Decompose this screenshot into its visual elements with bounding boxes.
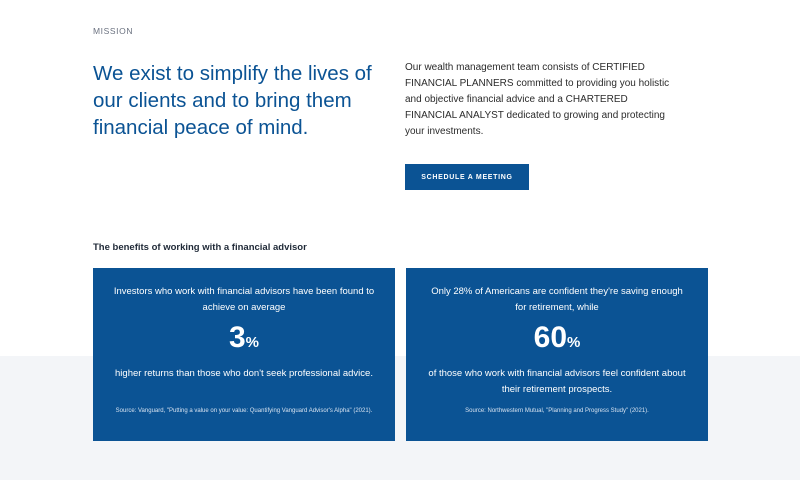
- benefit-card-confidence: [406, 268, 708, 441]
- card-tail-text: of those who work with financial advisors feel confident about their retirement prospects.: [428, 368, 686, 395]
- benefits-title: The benefits of working with a financial advisor: [93, 242, 307, 253]
- mission-intro: Our wealth management team consists of CERTIFIED FINANCIAL PLANNERS committed to providing you holistic and objective financial advice and a CHARTERED FINANCIAL ANALYST dedicated to growing and protecting your investments.: [405, 62, 670, 137]
- benefit-card-returns: [93, 268, 395, 441]
- card-source: Source: Vanguard, "Putting a value on your value: Quantifying Vanguard Advisor's Alpha" (2021).: [115, 408, 373, 414]
- mission-headline: We exist to simplify the lives of our clients and to bring them financial peace of mind.: [93, 62, 372, 139]
- card-stat: [406, 320, 708, 361]
- card-stat-value: 60: [533, 321, 568, 354]
- card-stat-unit: %: [245, 334, 260, 351]
- card-source: Source: Northwestern Mutual, "Planning and Progress Study" (2021).: [465, 408, 649, 414]
- schedule-meeting-button[interactable]: SCHEDULE A MEETING: [405, 164, 529, 190]
- card-lead-text: Only 28% of Americans are confident they're saving enough for retirement, while: [431, 286, 683, 313]
- card-stat-value: 3: [228, 321, 246, 354]
- card-tail-text: higher returns than those who don't seek professional advice.: [115, 368, 373, 379]
- card-stat-unit: %: [567, 334, 581, 351]
- card-lead-text: Investors who work with financial advisors have been found to achieve on average: [113, 286, 375, 313]
- card-stat: [93, 320, 395, 361]
- section-label: MISSION: [93, 26, 134, 36]
